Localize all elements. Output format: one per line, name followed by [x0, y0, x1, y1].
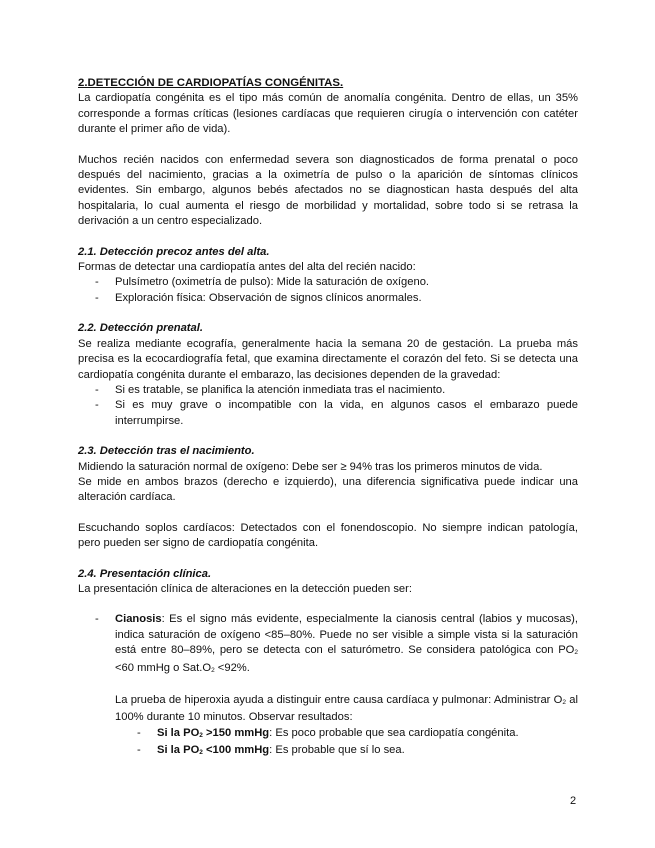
- hiperoxia-results: [78, 726, 578, 761]
- section-title: 2.DETECCIÓN DE CARDIOPATÍAS CONGÉNITAS.: [78, 77, 344, 89]
- page-number: 2: [570, 795, 577, 807]
- list-item: - Si es tratable, se planifica la atención inmediata tras el nacimiento.: [95, 383, 446, 396]
- list-item: - Si la $PO_2 >150$ mmHg: Es poco probable que sea cardiopatía congénita.: [137, 726, 519, 739]
- s24-lead: La presentación clínica de alteraciones en la detección pueden ser:: [78, 582, 412, 595]
- list-item: - Si es muy grave o incompatible con la vida, en algunos casos el embarazo puede interrumpirse.: [95, 399, 578, 427]
- heading-2-3: 2.3. Detección tras el nacimiento.: [78, 445, 255, 458]
- heading-2-2: 2.2. Detección prenatal.: [78, 322, 203, 335]
- s24-list: [78, 612, 578, 678]
- s23-paragraph-2: Se mide en ambos brazos (derecho e izquierdo), una diferencia significativa puede indicar una alteración cardíaca.: [78, 475, 578, 504]
- cianosis-label: Cianosis: [115, 613, 162, 626]
- list-item: - Exploración física: Observación de signos clínicos anormales.: [95, 291, 422, 304]
- heading-2-4: 2.4. Presentación clínica.: [78, 567, 212, 580]
- s22-lead: Se realiza mediante ecografía, generalmente hacia la semana 20 de gestación. La prueba más precisa es la ecocardiografía fetal, que examina directamente el corazón del feto. Si se detecta una cardiopatía congénita durante el embarazo, las decisiones dependen de la gravedad:: [78, 337, 578, 381]
- list-item-cianosis: - Cianosis: Es el signo más evidente, especialmente la cianosis central (labios y mucosas), indica saturación de oxígeno <85–80%. Puede no ser visible a simple vista si la saturación está entre 80–89%, pero se detecta con el saturómetro. Se considera patológica con $PO_2 <60$ mmHg o $Sat.O_2 <92\%$.: [95, 613, 578, 674]
- hiperoxia-paragraph: La prueba de hiperoxia ayuda a distinguir entre causa cardíaca y pulmonar: Administrar $O_2$ al 100% durante 10 minutos. Observar resultados:: [115, 694, 578, 724]
- s23-paragraph-3: Escuchando soplos cardíacos: Detectados con el fonendoscopio. No siempre indican patología, pero pueden ser signo de cardiopatía congénita.: [78, 521, 578, 550]
- list-item: - Pulsímetro (oximetría de pulso): Mide la saturación de oxígeno.: [95, 276, 430, 289]
- intro-paragraph-1: La cardiopatía congénita es el tipo más común de anomalía congénita. Dentro de ellas, un 35% corresponde a formas críticas (lesiones cardíacas que requieren cirugía o intervención con catéter durante el primer año de vida).: [78, 92, 578, 136]
- s23-paragraph-1: Midiendo la saturación normal de oxígeno: Debe ser ≥ 94% tras los primeros minutos de vida.: [78, 460, 543, 473]
- s21-list: [78, 275, 578, 306]
- list-item: - Si la $PO_2 <100$ mmHg: Es probable que sí lo sea.: [137, 744, 405, 757]
- s21-lead: Formas de detectar una cardiopatía antes del alta del recién nacido:: [78, 261, 416, 274]
- intro-paragraph-2: Muchos recién nacidos con enfermedad severa son diagnosticados de forma prenatal o poco después del nacimiento, gracias a la oximetría de pulso o la aparición de síntomas clínicos evidentes. Sin embargo, algunos bebés afectados no se diagnostican hasta después del alta hospitalaria, lo cual aumenta el riesgo de morbilidad y mortalidad, sobre todo si se retrasa la derivación a un centro especializado.: [78, 153, 578, 228]
- heading-2-1: 2.1. Detección precoz antes del alta.: [78, 245, 270, 258]
- document-page: [78, 76, 578, 761]
- s22-list: [78, 383, 578, 429]
